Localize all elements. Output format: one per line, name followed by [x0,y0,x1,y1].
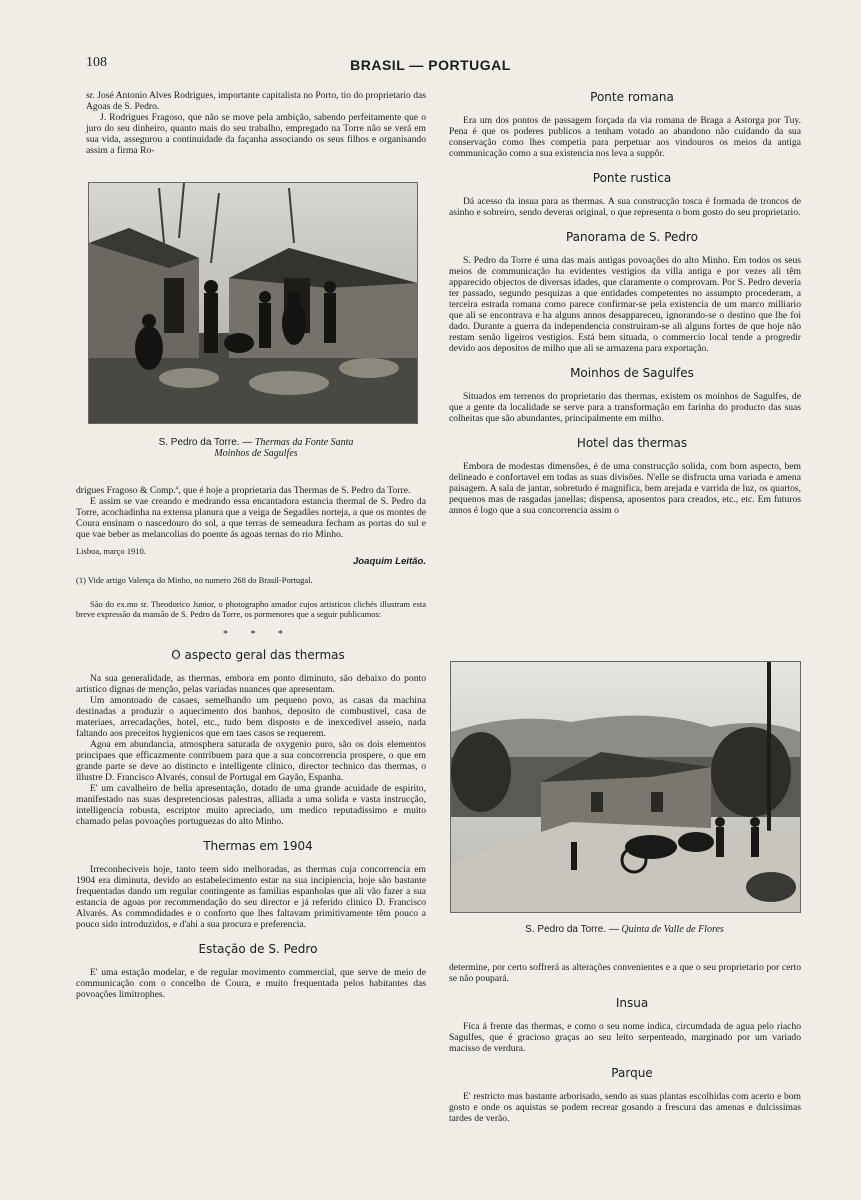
heading-hotel: Hotel das thermas [576,436,688,450]
photo1-caption [86,437,426,459]
firm-paragraph: drigues Fragoso & Comp.ª, que é hoje a proprietaria das Thermas de S. Pedro da Torre. [76,485,411,496]
aspecto-paragraph-2: Um amontoado de casaes, semelhando um pequeno povo, as casas da machina destinadas a produzir o aquecimento dos banhos, deposito de combustivel, casa de materiaes, arrecadações, hotel, etc., tudo bem disposto e de inexcedivel asseio, nada faltando aos preceitos hygienicos que em taes casos se requerem. [76,695,426,739]
heading-insua: Insua [615,996,649,1010]
photo-thermas-fonte-santa [88,182,418,424]
paragraph-1904: Irreconheciveis hoje, tanto teem sido melhoradas, as thermas cuja concorrencia em 1904 era diminuta, devido ao estabelecimento estar na sua incipiencia, hoje são bastante frequentadas dando um regular contingente as familias espanholas que ali vão fazer a sua estancia de agoas por recommendação do seu director e já referido clinico D. Francisco Alvarés. As commodidades e o conforto que lhes faltavam primitivamente têm pouco a pouco sido introduzidos, e d'ahi a sua procura e preferencia. [76,864,426,930]
left-column-top [86,90,426,156]
moinhos-paragraph: Situados em terrenos do proprietario das thermas, existem os moinhos de Sagulfes, de que a gente da localidade se serve para a transformação em farinha do producto das suas colheitas que são abundantes, principalmente em milho. [449,391,801,424]
section-stars: * * * [223,629,293,640]
intro-paragraph-2: J. Rodrigues Fragoso, que não se move pela ambição, sabendo perfeitamente que o juro do seu dinheiro, quanto mais do seu trabalho, empregado na Torre não se verá em sua vida, assegurou a continuidade da façanha associando os seus filhos e organisando assim a firma Ro- [86,112,426,156]
photo2-caption-rest: Quinta de Valle de Flores [621,924,724,935]
insua-paragraph: Fica á frente das thermas, e como o seu nome indica, circumdada de agua pelo riacho Sagulfes, que é gracioso graças ao seu leito serpenteado, marginado por um variado macisso de verdura. [449,1021,801,1054]
aspecto-paragraph-4: E' um cavalheiro de bella apresentação, dotado de uma grande acuidade de espirito, manifestado nas suas despretenciosas palestras, alliada a uma solida e vasta instrucção, intelligencia robusta, escriptor muito apreciado, um medico reputadissimo e muito chamado pelas povoações portuguezas do alto Minho. [76,783,426,827]
heading-panorama: Panorama de S. Pedro [565,230,699,244]
page-number: 108 [86,55,107,70]
hotel-continuation: determine, por certo soffrerá as alterações convenientes e a que o seu proprietario por certo se não poupará. [449,962,801,984]
heading-moinhos: Moinhos de Sagulfes [570,366,694,380]
photo-quinta-valle-flores [450,661,801,913]
photo2-caption-lead: S. Pedro da Torre. — [525,924,619,935]
aspecto-paragraph-3: Agoa em abundancia, atmosphera saturada de oxygenio puro, são os dois elementos principaes que efficazmente contribuem para que a sua concorrencia prospere, o que em grande parte se deve ao distincto e intelligente clinico, director technico das thermas, o illustre D. Francisco Alvarés, consul de Portugal em Gayão, Espanha. [76,739,426,783]
photo1-caption-rest: Thermas da Fonte Santa [254,437,354,448]
heading-ponte-romana: Ponte romana [590,90,674,104]
heading-estacao: Estação de S. Pedro [198,942,318,956]
signature: Joaquim Leitão. [352,556,426,567]
ponte-romana-paragraph: Era um dos pontos de passagem forçada da via romana de Braga a Astorga por Tuy. Pena é que os poderes publicos a tenham votado ao abandono não cuidando da sua conservação como lhes competia para perpetuar aos vindouros os meios da antiga communicação como a sua existencia nos leva a suppôr. [449,115,801,159]
estancia-paragraph: E assim se vae creando e medrando essa encantadora estancia thermal de S. Pedro da Torre, acochadinha na extensa planura que a veiga de Segadães norteja, a que os montes de Coura ensinam o nascedouro do sol, a que terras de semeadura fecham as portas do sul e que vae beber as melancolias do poente ás agoas ternas do rio Minho. [76,496,426,540]
photo2-caption [450,924,799,935]
right-column-bottom [449,962,801,1124]
hotel-paragraph: Embora de modestas dimensões, é de uma construcção solida, com bom aspecto, bem delineado e confortavel em todas as suas divisões. N'elle se disfructa uma variada e amena paisagem. A sala de jantar, sobretudo é magnifica, bem arejada e varrida de luz, os quartos, pequenos mas de rasgadas janellas; dispensa, aposentos para creados, etc., etc. Em futuros annos é logo que a sua concorrencia assim o [449,461,801,516]
running-head: BRASIL — PORTUGAL [350,57,511,73]
ponte-rustica-paragraph: Dá acesso da insua para as thermas. A sua construcção tosca é formada de troncos de asinho e sobreiro, sendo deveras original, o que representa o bom gosto do seu proprietario. [449,196,801,218]
heading-aspecto: O aspecto geral das thermas [171,648,345,662]
aspecto-paragraph-1: Na sua generalidade, as thermas, embora em ponto diminuto, são debaixo do ponto artistico dignas de menção, pelas variadas nuances que apresentam. [76,673,426,695]
heading-ponte-rustica: Ponte rustica [592,171,672,185]
parque-paragraph: E' restricto mas bastante arborisado, sendo as suas plantas escolhidas com acerto e bom gosto e onde os aquistas se podem recrear gosando a frescura das amenas e dulcissimas tardes de verão. [449,1091,801,1124]
left-column-middle [76,485,426,1000]
photo1-caption-line2: Moinhos de Sagulfes [214,448,298,459]
heading-parque: Parque [611,1066,653,1080]
estacao-paragraph: E' uma estação modelar, e de regular movimento commercial, que serve de meio de communicação com o concelho de Coura, e muito frequentada pelos habitantes das povoações limitrophes. [76,967,426,1000]
footnote: (1) Vide artigo Valença do Minho, no numero 268 do Brasil-Portugal. [76,575,313,585]
photographer-note: São do ex.mo sr. Theodorico Junior, o photographo amador cujos artisticos clichés illustram esta breve expressão da mansão de S. Pedro da Torre, os pormenores que a seguir publicamos: [76,599,426,619]
dateline: Lisboa, março 1910. [76,546,146,556]
panorama-paragraph: S. Pedro da Torre é uma das mais antigas povoações do alto Minho. Em todos os seus meios de communicação ha evidentes vestigios da villa antiga e por vezes ali têm apparecido objectos de diversas idades, que claramente o comprovam. Por S. Pedro deveria ter passado, segundo pesquizas a que entidades competentes no assumpto procederam, a terceira estrada romana como parece confirmar-se pela existencia de um marco milliario que ali se encontrava e ha alguns annos desappareceu, ignorando-se o destino que lhe foi dado. Durante a guerra da independencia construiram-se ali alguns fortes de que hoje não restam senão ligeiros vestigios. Está bem situada, o commercio local tende a progredir devido aos depositos de milho que ali se armazena para exportação. [449,255,801,354]
heading-1904: Thermas em 1904 [203,839,313,853]
right-column-top [449,92,801,516]
intro-paragraph: sr. José Antonio Alves Rodrigues, importante capitalista no Porto, tio do proprietario das Agoas de S. Pedro. [86,90,426,112]
photo1-caption-lead: S. Pedro da Torre. — [158,437,253,448]
